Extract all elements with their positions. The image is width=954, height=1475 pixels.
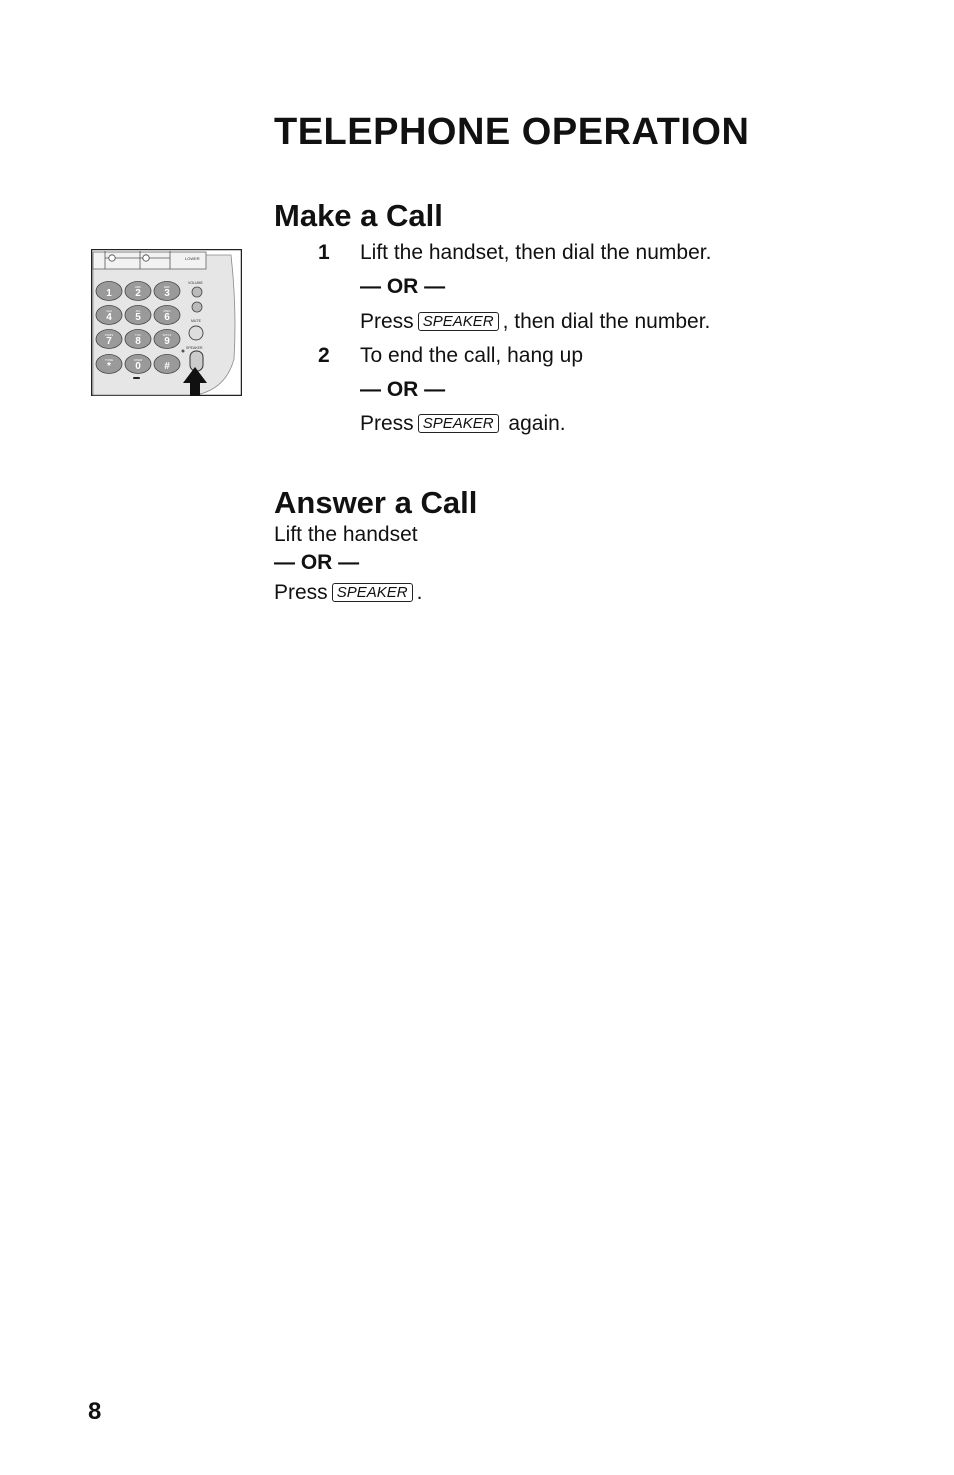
keypad-key — [125, 355, 151, 374]
key-digit: 7 — [106, 336, 112, 347]
speaker-key: SPEAKER — [418, 414, 499, 433]
press-text: Press — [274, 581, 328, 604]
keypad-key — [125, 282, 151, 301]
key-letters: PQRS — [104, 333, 114, 337]
key-letters: MNO — [163, 309, 171, 313]
speaker-key: SPEAKER — [418, 312, 499, 331]
make-call-heading: Make a Call — [274, 198, 443, 233]
or-separator-2: — OR — — [360, 378, 446, 401]
answer-alt — [274, 579, 422, 607]
press-text: Press — [360, 412, 414, 435]
keypad-key — [154, 306, 180, 325]
page-number: 8 — [88, 1398, 102, 1425]
answer-line-1: Lift the handset — [274, 523, 418, 546]
keypad-key — [154, 330, 180, 349]
key-digit: 6 — [164, 312, 170, 323]
key-letters: ABC — [134, 285, 142, 289]
phone-keypad-illustration — [91, 249, 242, 396]
key-digit: # — [164, 361, 170, 372]
press-after-text: , then dial the number. — [502, 310, 711, 333]
key-digit: 1 — [106, 288, 112, 299]
key-digit: 5 — [135, 312, 141, 323]
keypad-key — [125, 330, 151, 349]
indicator-light-icon — [109, 255, 115, 261]
microphone-icon — [133, 377, 140, 379]
keypad-key — [125, 306, 151, 325]
key-letters: GHI — [106, 309, 112, 313]
indicator-light-icon — [143, 255, 149, 261]
key-digit: 4 — [106, 312, 112, 323]
page-title: TELEPHONE OPERATION — [274, 111, 750, 153]
volume-label: VOLUME — [188, 281, 203, 285]
step-1-number: 1 — [318, 241, 330, 264]
step-2-alt — [360, 410, 566, 438]
volume-down-button — [192, 302, 202, 312]
step-1-text: Lift the handset, then dial the number. — [360, 241, 712, 264]
keypad-key — [96, 282, 122, 301]
key-digit: 3 — [164, 288, 170, 299]
step-2-number: 2 — [318, 344, 330, 367]
mute-button — [189, 326, 203, 340]
step-1-alt — [360, 308, 710, 336]
lower-label: LOWER — [185, 256, 200, 261]
key-letters: DEF — [164, 285, 170, 289]
key-digit: * — [107, 361, 111, 372]
or-separator-3: — OR — — [274, 551, 360, 574]
mute-label: MUTE — [191, 319, 201, 323]
volume-up-button — [192, 287, 202, 297]
key-letters: TONE — [104, 358, 114, 362]
key-letters: OPER — [133, 358, 143, 362]
press-after-text: again. — [508, 412, 566, 435]
answer-call-heading: Answer a Call — [274, 485, 478, 520]
key-digit: 9 — [164, 336, 170, 347]
key-digit: 0 — [135, 361, 141, 372]
step-2-text: To end the call, hang up — [360, 344, 584, 367]
key-digit: 8 — [135, 336, 141, 347]
keypad-key — [96, 355, 122, 374]
keypad-key — [96, 330, 122, 349]
key-letters: JKL — [135, 309, 141, 313]
speaker-led-icon — [182, 350, 185, 353]
key-digit: 2 — [135, 288, 141, 299]
speaker-label: SPEAKER — [186, 346, 203, 350]
keypad-key — [96, 306, 122, 325]
speaker-key: SPEAKER — [332, 583, 413, 602]
press-after-text: . — [416, 581, 423, 604]
key-letters: TUV — [135, 333, 141, 337]
speaker-button — [190, 351, 203, 371]
keypad-key — [154, 282, 180, 301]
keypad-key — [154, 355, 180, 374]
or-separator-1: — OR — — [360, 275, 446, 298]
key-letters: WXYZ — [162, 333, 172, 337]
press-text: Press — [360, 310, 414, 333]
